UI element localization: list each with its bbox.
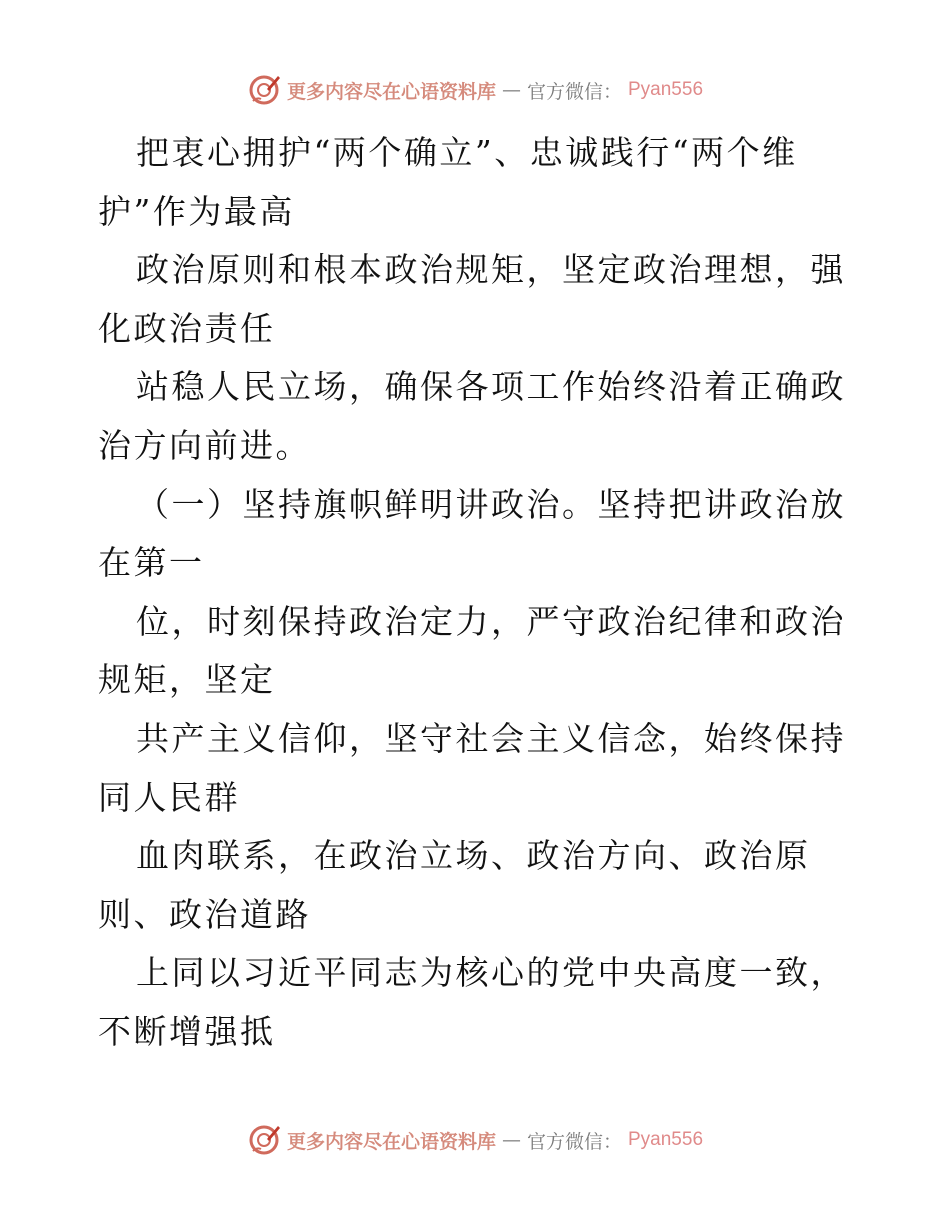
watermark-brand: 更多内容尽在心语资料库 (286, 80, 496, 103)
paragraph: 位，时刻保持政治定力，严守政治纪律和政治规矩，坚定 (98, 601, 846, 700)
document-body (98, 124, 858, 1062)
header-watermark (0, 70, 950, 110)
watermark-contact-label: 官方微信： (526, 1130, 622, 1153)
paragraph: 把衷心拥护“两个确立”、忠诚践行“两个维护”作为最高 (98, 133, 798, 231)
paragraph: 站稳人民立场，确保各项工作始终沿着正确政治方向前进。 (98, 367, 846, 465)
quill-circle-icon (247, 1123, 281, 1157)
paragraph: （一）坚持旗帜鲜明讲政治。坚持把讲政治放在第一 (98, 484, 846, 583)
watermark-brand: 更多内容尽在心语资料库 (286, 1130, 496, 1153)
watermark-separator: — (501, 79, 521, 101)
quill-circle-icon (247, 73, 281, 107)
paragraph: 共产主义信仰，坚守社会主义信念，始终保持同人民群 (98, 718, 846, 817)
footer-watermark (0, 1120, 950, 1160)
paragraph: 政治原则和根本政治规矩，坚定政治理想，强化政治责任 (98, 250, 846, 348)
watermark-contact-id: Pyan556 (628, 1129, 704, 1150)
paragraph: 血肉联系，在政治立场、政治方向、政治原则、政治道路 (98, 836, 811, 934)
watermark-contact-id: Pyan556 (628, 79, 704, 100)
paragraph: 上同以习近平同志为核心的党中央高度一致，不断增强抵 (98, 953, 846, 1051)
watermark-separator: — (501, 1129, 521, 1151)
watermark-contact-label: 官方微信： (526, 80, 622, 103)
